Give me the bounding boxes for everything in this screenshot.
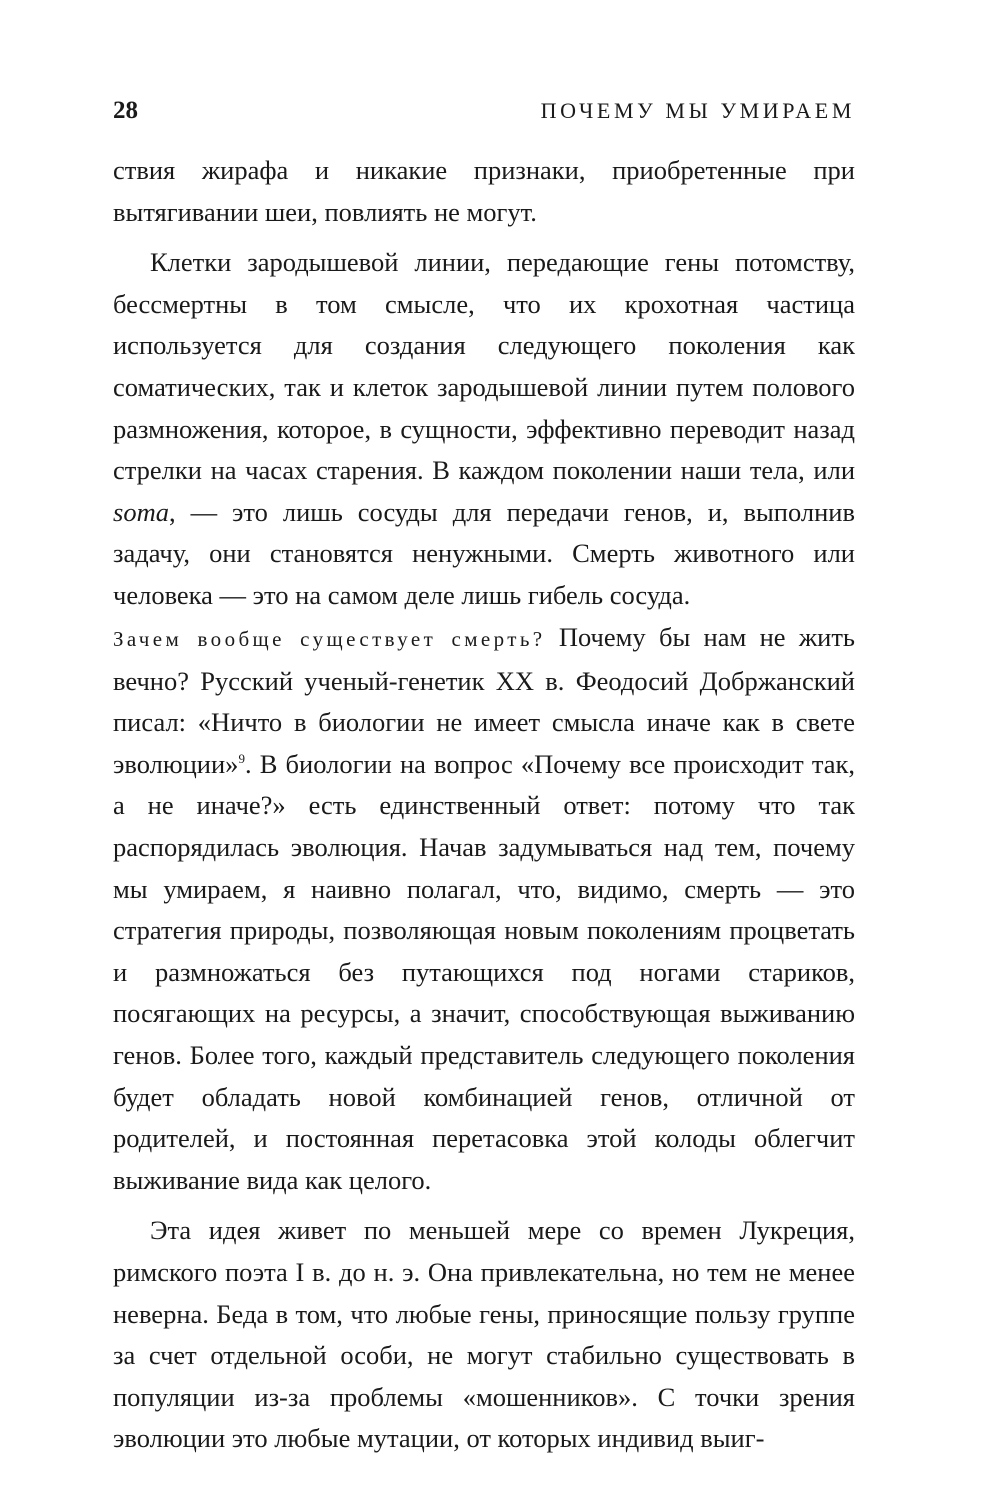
italic-term: soma <box>113 496 169 527</box>
paragraph <box>113 242 855 616</box>
paragraph: Эта идея живет по меньшей мере со времен Лукреция, римского поэта I в. до н. э. Она привлекательна, но тем не менее неверна. Беда в том, что любые гены, приносящие пользу группе за счет отдельной особи, не могут стабильно существовать в популяции из-за проблемы «мошенников». С точки зрения эволюции это любые мутации, от которых индивид выиг- <box>113 1215 855 1454</box>
footnote-reference: 9 <box>238 750 245 766</box>
paragraph-text: , — это лишь сосуды для передачи генов, и, выполнив задачу, они становятся ненужными. Смерть животного или человека — это на самом деле лишь гибель сосуда. <box>113 496 855 610</box>
text-block-top <box>113 150 855 617</box>
page-number: 28 <box>113 97 138 124</box>
text-block-section <box>113 617 855 1460</box>
paragraph-text: . В биологии на вопрос «Почему все происходит так, а не иначе?» есть единственный ответ: потому что так распорядилась эволюция. Начав задумываться над тем, почему мы умираем, я наивно полагал, что, видимо, смерть — это стратегия природы, позволяющая новым поколениям процветать и размножаться без путающихся под ногами стариков, посягающих на ресурсы, а значит, способствующая выживанию генов. Более того, каждый представитель следующего поколения будет обладать новой комбинацией генов, отличной от родителей, и постоянная перетасовка этой колоды облегчит выживание вида как целого. <box>113 748 855 1195</box>
section-opening-paragraph <box>113 617 855 1201</box>
running-head <box>113 94 855 128</box>
running-title: ПОЧЕМУ МЫ УМИРАЕМ <box>540 98 855 123</box>
paragraph: ствия жирафа и никакие признаки, приобретенные при вытягивании шеи, повлиять не могут. <box>113 155 855 227</box>
paragraph-text: Клетки зародышевой линии, передающие гены потомству, бессмертны в том смысле, что их крохотная частица используется для создания следующего поколения как соматических, так и клеток зародышевой линии путем полового размножения, которое, в сущности, эффективно переводит назад стрелки на часах старения. В каждом поколении наши тела, или <box>113 247 855 486</box>
paragraph-text: Почему бы нам не жить вечно? Русский ученый-генетик XX в. Феодосий Добржанский писал: «Ничто в биологии не имеет смысла иначе как в свете эволюции» <box>113 622 855 779</box>
section-lead-in: Зачем вообще существует смерть? <box>113 627 546 651</box>
